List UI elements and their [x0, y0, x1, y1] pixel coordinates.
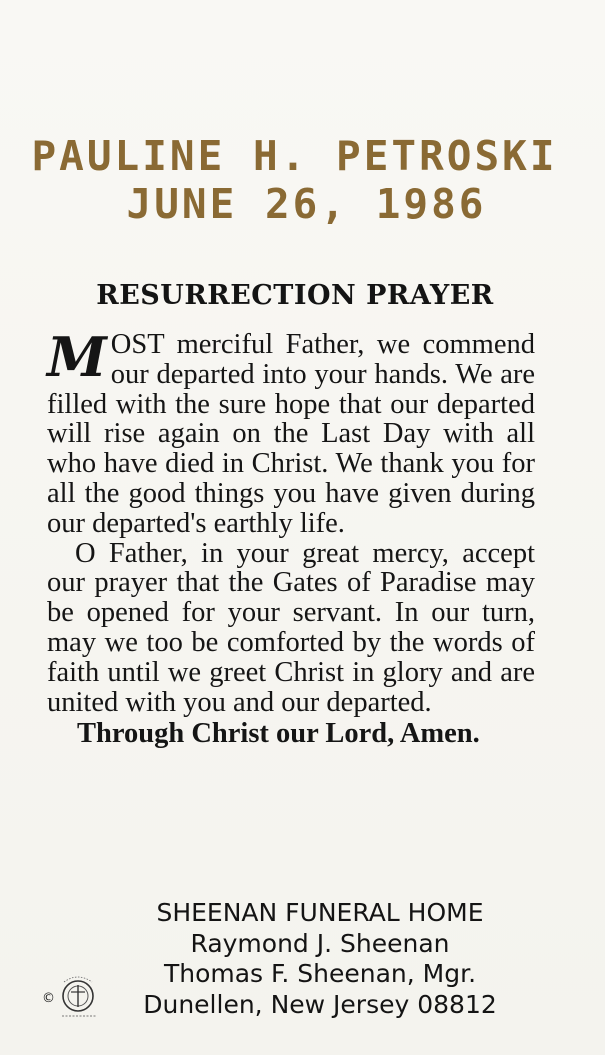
- prayer-body: [47, 325, 535, 750]
- funeral-home-block: [80, 898, 560, 1020]
- prayer-paragraph-1-text: OST merciful Father, we commend our departed into your hands. We are filled with the sure hope that our departed will rise again on the Last Day with all who have died in Christ. We thank you for all the good things you have given during our departed's earthly life.: [47, 329, 535, 539]
- drop-cap: M: [47, 325, 105, 389]
- memorial-date: JUNE 26, 1986: [126, 180, 487, 228]
- funeral-home-address: Dunellen, New Jersey 08812: [143, 989, 497, 1019]
- prayer-title: RESURRECTION PRAYER: [96, 280, 494, 311]
- copyright-symbol: ©: [42, 991, 55, 1006]
- prayer-paragraph-2: O Father, in your great mercy, accept our prayer that the Gates of Paradise may be opened for your servant. In our turn, may we too be comforted by the words of faith until we greet Christ in glory and are united with you and our departed.: [47, 537, 535, 718]
- funeral-home-name: SHEENAN FUNERAL HOME: [156, 898, 484, 927]
- printer-logo-icon: [42, 968, 106, 1024]
- funeral-home-director: Raymond J. Sheenan: [190, 928, 450, 958]
- deceased-name: PAULINE H. PETROSKI: [31, 132, 558, 180]
- prayer-paragraph-1: [47, 325, 535, 539]
- prayer-closing: Through Christ our Lord, Amen.: [77, 718, 480, 750]
- funeral-home-manager: Thomas F. Sheenan, Mgr.: [163, 959, 477, 988]
